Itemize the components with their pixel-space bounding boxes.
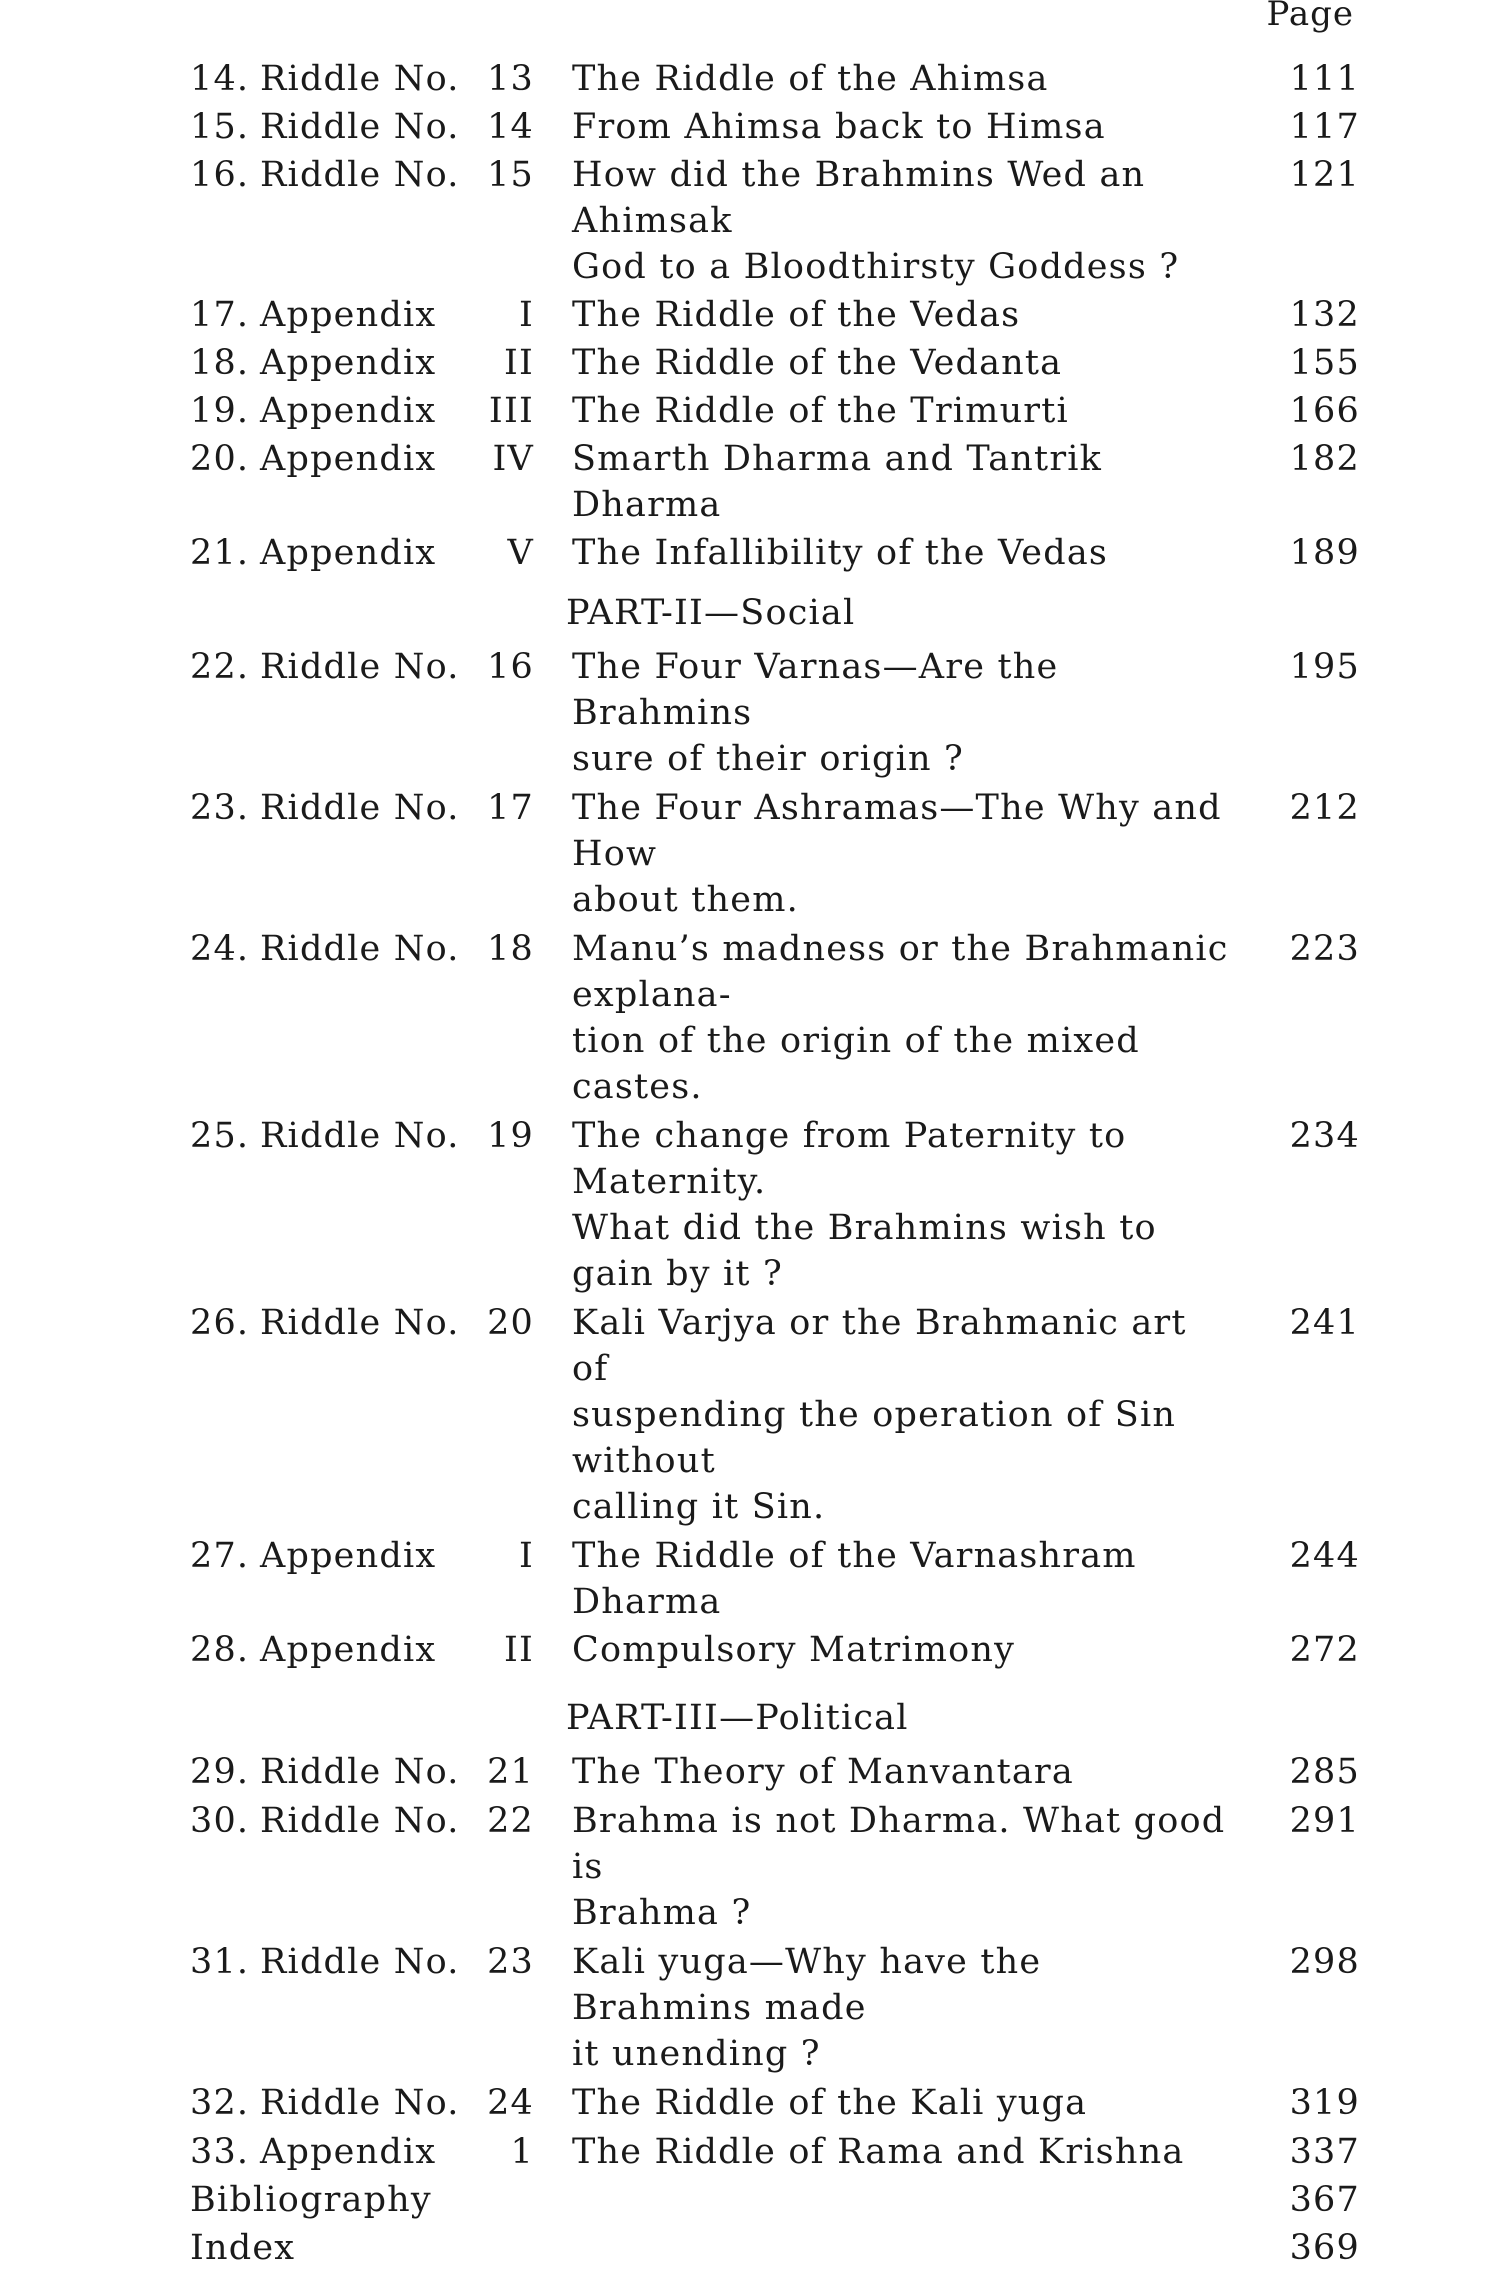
toc-entry: [190, 436, 1360, 528]
entry-title: [536, 1113, 1250, 1297]
toc-end-entry: [190, 2225, 1360, 2271]
toc-end-matter: [190, 2177, 1360, 2271]
entry-ordinal: 24: [487, 2083, 534, 2123]
part-heading-political: PART-III—Political: [566, 1698, 909, 1738]
entry-title: [536, 1627, 1250, 1673]
entry-page-number: 195: [1289, 647, 1360, 687]
entry-page-number: 272: [1289, 1630, 1360, 1670]
entry-title-line: The Riddle of the Ahimsa: [572, 59, 1049, 99]
toc-entry: [190, 2080, 1360, 2126]
entry-title-line: The Four Varnas—Are the Brahmins: [572, 647, 1059, 733]
end-entry-page-number: 367: [1289, 2180, 1360, 2220]
entry-number: 23.: [190, 788, 250, 828]
entry-title: [536, 2129, 1250, 2175]
entry-page-number: 189: [1289, 533, 1360, 573]
entry-ordinal: 17: [487, 788, 534, 828]
entry-title-line: How did the Brahmins Wed an Ahimsak: [572, 155, 1146, 241]
toc-entry: [190, 340, 1360, 386]
entry-ordinal: IV: [492, 439, 534, 479]
end-entry-page-number: 369: [1289, 2228, 1360, 2268]
toc-entry: [190, 1300, 1360, 1530]
entry-number: 25.: [190, 1116, 250, 1156]
entry-ordinal: 22: [487, 1801, 534, 1841]
entry-kind: Riddle No.: [260, 2083, 460, 2123]
toc-section-1: [190, 56, 1360, 576]
entry-title-line: The Riddle of the Vedas: [572, 295, 1021, 335]
entry-title: [536, 1300, 1250, 1530]
entry-title-line: calling it Sin.: [572, 1487, 826, 1527]
entry-kind: Appendix: [260, 343, 437, 383]
entry-title-line: Smarth Dharma and Tantrik Dharma: [572, 439, 1103, 525]
entry-number: 33.: [190, 2132, 250, 2172]
entry-kind: Riddle No.: [260, 59, 460, 99]
entry-kind: Appendix: [260, 439, 437, 479]
table-of-contents: [190, 56, 1360, 2273]
entry-ordinal: 15: [487, 155, 534, 195]
toc-entry: [190, 1113, 1360, 1297]
entry-page-number: 117: [1289, 107, 1360, 147]
entry-ordinal: II: [503, 343, 534, 383]
entry-title-line: it unending ?: [572, 2034, 821, 2074]
entry-title-line: God to a Bloodthirsty Goddess ?: [572, 247, 1180, 287]
entry-number: 31.: [190, 1942, 250, 1982]
entry-kind: Riddle No.: [260, 1303, 460, 1343]
entry-title-line: What did the Brahmins wish to gain by it ?: [572, 1208, 1157, 1294]
entry-number: 30.: [190, 1801, 250, 1841]
entry-title-line: Kali yuga—Why have the Brahmins made: [572, 1942, 1042, 2028]
entry-page-number: 121: [1289, 155, 1360, 195]
entry-ordinal: 14: [487, 107, 534, 147]
entry-ordinal: 23: [487, 1942, 534, 1982]
entry-kind: Appendix: [260, 391, 437, 431]
entry-kind: Appendix: [260, 533, 437, 573]
entry-title: [536, 436, 1250, 528]
entry-title: [536, 292, 1250, 338]
entry-page-number: 241: [1289, 1303, 1360, 1343]
entry-title: [536, 530, 1250, 576]
entry-ordinal: V: [507, 533, 534, 573]
entry-title-line: Compulsory Matrimony: [572, 1630, 1016, 1670]
entry-number: 32.: [190, 2083, 250, 2123]
entry-page-number: 166: [1289, 391, 1360, 431]
toc-end-entry: [190, 2177, 1360, 2223]
entry-number: 24.: [190, 929, 250, 969]
entry-title: [536, 340, 1250, 386]
end-entry-label: Bibliography: [190, 2180, 432, 2220]
entry-number: 16.: [190, 155, 250, 195]
entry-page-number: 132: [1289, 295, 1360, 335]
entry-title: [536, 2080, 1250, 2126]
toc-entry: [190, 2129, 1360, 2175]
entry-ordinal: I: [518, 1536, 534, 1576]
entry-title-line: sure of their origin ?: [572, 739, 965, 779]
entry-number: 29.: [190, 1752, 250, 1792]
entry-ordinal: 1: [510, 2132, 534, 2172]
entry-title-line: about them.: [572, 880, 799, 920]
toc-entry: [190, 1749, 1360, 1795]
entry-number: 19.: [190, 391, 250, 431]
toc-entry: [190, 1798, 1360, 1936]
entry-number: 26.: [190, 1303, 250, 1343]
entry-kind: Riddle No.: [260, 1752, 460, 1792]
entry-kind: Riddle No.: [260, 1801, 460, 1841]
entry-page-number: 111: [1289, 59, 1360, 99]
entry-title-line: Brahma ?: [572, 1893, 752, 1933]
toc-entry: [190, 388, 1360, 434]
entry-title-line: Brahma is not Dharma. What good is: [572, 1801, 1226, 1887]
toc-entry: [190, 292, 1360, 338]
entry-title: [536, 152, 1250, 290]
entry-number: 21.: [190, 533, 250, 573]
entry-title: [536, 1939, 1250, 2077]
entry-kind: Appendix: [260, 1536, 437, 1576]
entry-page-number: 319: [1289, 2083, 1360, 2123]
toc-section-3: [190, 1749, 1360, 2175]
entry-page-number: 298: [1289, 1942, 1360, 1982]
entry-title: [536, 56, 1250, 102]
entry-kind: Appendix: [260, 1630, 437, 1670]
entry-title: [536, 926, 1250, 1110]
entry-page-number: 223: [1289, 929, 1360, 969]
entry-ordinal: 18: [487, 929, 534, 969]
entry-title: [536, 104, 1250, 150]
entry-kind: Riddle No.: [260, 107, 460, 147]
toc-entry: [190, 1533, 1360, 1625]
toc-entry: [190, 785, 1360, 923]
entry-kind: Riddle No.: [260, 929, 460, 969]
entry-title-line: The Four Ashramas—The Why and How: [572, 788, 1222, 874]
entry-kind: Appendix: [260, 295, 437, 335]
entry-title: [536, 644, 1250, 782]
entry-ordinal: 20: [487, 1303, 534, 1343]
toc-entry: [190, 1627, 1360, 1673]
page-column-header: Page: [1266, 0, 1354, 34]
toc-entry: [190, 152, 1360, 290]
entry-kind: Riddle No.: [260, 1942, 460, 1982]
entry-title-line: The Riddle of the Varnashram Dharma: [572, 1536, 1137, 1622]
entry-kind: Riddle No.: [260, 788, 460, 828]
entry-title: [536, 1798, 1250, 1936]
entry-title-line: tion of the origin of the mixed castes.: [572, 1021, 1140, 1107]
entry-ordinal: 13: [487, 59, 534, 99]
toc-entry: [190, 530, 1360, 576]
toc-entry: [190, 104, 1360, 150]
part-heading-social: PART-II—Social: [566, 593, 856, 633]
entry-ordinal: 16: [487, 647, 534, 687]
toc-entry: [190, 926, 1360, 1110]
toc-entry: [190, 56, 1360, 102]
entry-page-number: 212: [1289, 788, 1360, 828]
toc-section-2: [190, 644, 1360, 1673]
entry-number: 27.: [190, 1536, 250, 1576]
entry-number: 14.: [190, 59, 250, 99]
toc-entry: [190, 1939, 1360, 2077]
entry-kind: Riddle No.: [260, 647, 460, 687]
end-entry-label: Index: [190, 2228, 296, 2268]
entry-title-line: The Infallibility of the Vedas: [572, 533, 1109, 573]
entry-title-line: The Theory of Manvantara: [572, 1752, 1074, 1792]
entry-number: 22.: [190, 647, 250, 687]
entry-page-number: 285: [1289, 1752, 1360, 1792]
entry-kind: Riddle No.: [260, 1116, 460, 1156]
entry-kind: Appendix: [260, 2132, 437, 2172]
entry-page-number: 234: [1289, 1116, 1360, 1156]
entry-page-number: 155: [1289, 343, 1360, 383]
entry-title-line: The Riddle of the Trimurti: [572, 391, 1069, 431]
entry-ordinal: 19: [487, 1116, 534, 1156]
entry-title-line: The change from Paternity to Maternity.: [572, 1116, 1127, 1202]
entry-ordinal: II: [503, 1630, 534, 1670]
entry-title-line: Kali Varjya or the Brahmanic art of: [572, 1303, 1187, 1389]
entry-title-line: The Riddle of the Vedanta: [572, 343, 1063, 383]
entry-ordinal: I: [518, 295, 534, 335]
entry-title-line: Manu’s madness or the Brahmanic explana-: [572, 929, 1229, 1015]
entry-number: 15.: [190, 107, 250, 147]
entry-title: [536, 388, 1250, 434]
entry-title-line: The Riddle of Rama and Krishna: [572, 2132, 1185, 2172]
entry-number: 17.: [190, 295, 250, 335]
entry-title-line: From Ahimsa back to Himsa: [572, 107, 1106, 147]
entry-number: 20.: [190, 439, 250, 479]
entry-title: [536, 1749, 1250, 1795]
entry-title: [536, 1533, 1250, 1625]
entry-title: [536, 785, 1250, 923]
entry-page-number: 337: [1289, 2132, 1360, 2172]
entry-page-number: 244: [1289, 1536, 1360, 1576]
entry-page-number: 182: [1289, 439, 1360, 479]
entry-kind: Riddle No.: [260, 155, 460, 195]
toc-entry: [190, 644, 1360, 782]
entry-page-number: 291: [1289, 1801, 1360, 1841]
entry-title-line: The Riddle of the Kali yuga: [572, 2083, 1088, 2123]
entry-number: 28.: [190, 1630, 250, 1670]
entry-ordinal: 21: [487, 1752, 534, 1792]
entry-number: 18.: [190, 343, 250, 383]
entry-ordinal: III: [488, 391, 534, 431]
entry-title-line: suspending the operation of Sin without: [572, 1395, 1177, 1481]
